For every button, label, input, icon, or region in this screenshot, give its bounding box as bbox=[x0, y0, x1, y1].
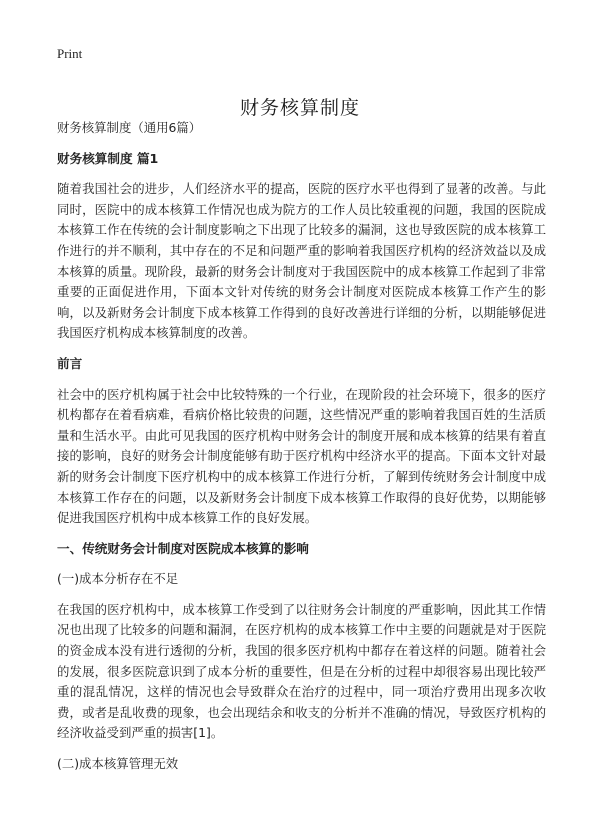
print-label: Print bbox=[57, 46, 83, 61]
preface-paragraph: 社会中的医疗机构属于社会中比较特殊的一个行业，在现阶段的社会环境下，很多的医疗机构都存在着看病难，看病价格比较贵的问题，这些情况严重的影响着我国百姓的生活质量和生活水平。由此可见我国的医疗机构中财务会计的制度开展和成本核算的结果有着直接的影响，良好的财务会计制度能够有助于医疗机构中经济水平的提高。下面本文针对最新的财务会计制度下医疗机构中的成本核算工作进行分析，了解到传统财务会计制度中成本核算工作存在的问题，以及新财务会计制度下成本核算工作取得的良好优势，以期能够促进我国医疗机构中成本核算工作的良好发展。 bbox=[57, 386, 546, 526]
document-body bbox=[57, 118, 546, 785]
document-title: 财务核算制度 bbox=[239, 96, 360, 119]
subsection-heading: (一)成本分析存在不足 bbox=[57, 571, 179, 587]
chapter-heading: 财务核算制度 篇1 bbox=[57, 150, 159, 166]
subsection-heading: (二)成本核算管理无效 bbox=[57, 756, 179, 772]
intro-paragraph: 随着我国社会的进步，人们经济水平的提高，医院的医疗水平也得到了显著的改善。与此同时，医院中的成本核算工作情况也成为院方的工作人员比较重视的问题，我国的医院成本核算工作在传统的会计制度影响之下出现了比较多的漏洞，这也导致医院的成本核算工作进行的并不顺利，其中存在的不足和问题严重的影响着我国医疗机构的经济效益以及成本核算的质量。现阶段，最新的财务会计制度对于我国医院中的成本核算工作起到了非常重要的正面促进作用，下面本文针对传统的财务会计制度对医院成本核算工作产生的影响，以及新财务会计制度下成本核算工作得到的良好改善进行详细的分析，以期能够促进我国医疗机构成本核算制度的改善。 bbox=[57, 181, 546, 341]
subsection-paragraph: 在我国的医疗机构中，成本核算工作受到了以往财务会计制度的严重影响，因此其工作情况也出现了比较多的问题和漏洞，在医疗机构的成本核算工作中主要的问题就是对于医院的资金成本没有进行透彻的分析，我国的很多医疗机构中都存在着这样的问题。随着社会的发展，很多医院意识到了成本分析的重要性，但是在分析的过程中却很容易出现比较严重的混乱情况，这样的情况也会导致群众在治疗的过程中，同一项治疗费用出现多次收费，或者是乱收费的现象，也会出现结余和收支的分析并不准确的情况，导致医疗机构的经济收益受到严重的损害[1]。 bbox=[57, 601, 546, 741]
section-heading: 一、传统财务会计制度对医院成本核算的影响 bbox=[57, 540, 309, 556]
preface-heading: 前言 bbox=[57, 355, 83, 371]
document-subtitle: 财务核算制度（通用6篇） bbox=[57, 120, 202, 135]
